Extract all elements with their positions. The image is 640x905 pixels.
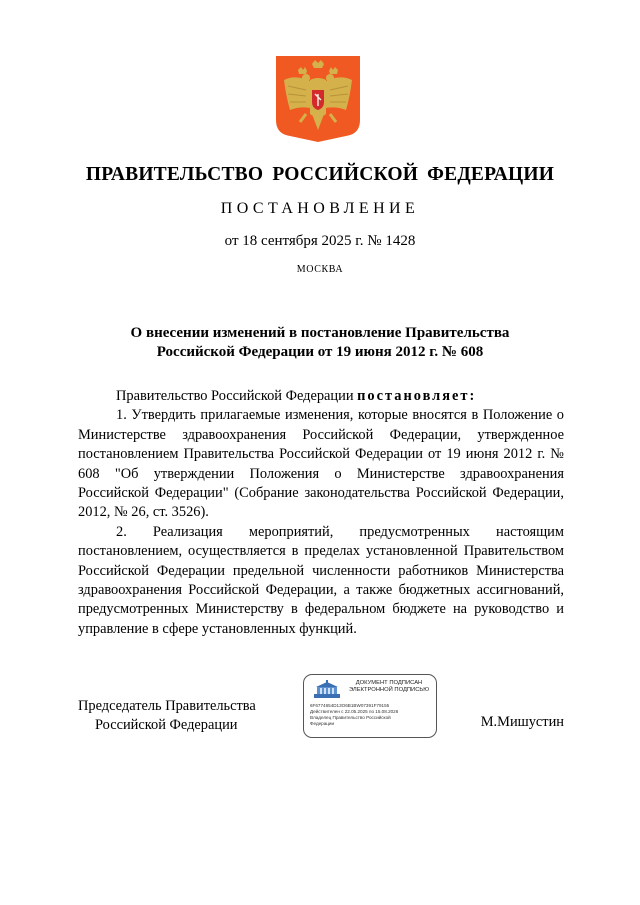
- heading-line-2: Российской Федерации от 19 июня 2012 г. № 608: [156, 344, 484, 360]
- stamp-certificate-number: 6F6774654D13O6B1BW07391F79155: [310, 703, 390, 708]
- decree-intro-paragraph: [78, 387, 564, 406]
- signer-name: М.Мишустин: [480, 714, 564, 730]
- document-body: [78, 387, 564, 639]
- government-title: ПРАВИТЕЛЬСТВО РОССИЙСКОЙ ФЕДЕРАЦИИ: [85, 164, 555, 185]
- position-line-1: Председатель Правительства: [78, 698, 256, 714]
- position-line-2: Российской Федерации: [95, 717, 238, 734]
- decree-intro: Правительство Российской Федерации: [116, 388, 358, 404]
- stamp-certificate-info: [310, 703, 434, 727]
- stamp-owner-line-1: Владелец Правительство Российской: [310, 715, 391, 720]
- government-building-icon: [312, 680, 342, 700]
- decree-item-2: 2. Реализация мероприятий, предусмотренных настоящим постановлением, осуществляется в пределах установленной Правительством Российской Федерации предельной численности работников Министерства здравоохранения Российской Федерации, а также бюджетных ассигнований, предусмотренных Министерству в федеральном бюджете на руководство и управление в сфере установленных функций.: [78, 523, 564, 637]
- electronic-signature-stamp: [303, 674, 437, 738]
- stamp-title: [344, 680, 434, 694]
- stamp-owner-line-2: Федерации: [310, 721, 335, 726]
- document-date-number: от 18 сентября 2025 г. № 1428: [224, 233, 416, 249]
- document-type: ПОСТАНОВЛЕНИЕ: [220, 200, 420, 217]
- document-city: МОСКВА: [296, 264, 344, 275]
- stamp-validity: Действителен с 22.05.2025 по 15.08.2026: [310, 709, 399, 714]
- decree-word: постановляет:: [357, 388, 477, 404]
- stamp-title-line-2: ЭЛЕКТРОННОЙ ПОДПИСЬЮ: [348, 687, 430, 693]
- signatory-position: [78, 697, 256, 736]
- decree-item-1: 1. Утвердить прилагаемые изменения, которые вносятся в Положение о Министерстве здравоохранения Российской Федерации, утвержденное постановлением Правительства Российской Федерации от 19 июня 2012 г. № 608 "Об утверждении Положения о Министерстве здравоохранения Российской Федерации" (Собрание законодательства Российской Федерации, 2012, № 26, ст. 3526).: [78, 407, 564, 521]
- coat-of-arms-emblem: [276, 56, 360, 142]
- russian-coat-of-arms-icon: [276, 56, 360, 142]
- heading-line-1: О внесении изменений в постановление Правительства: [130, 325, 510, 341]
- document-heading: [60, 324, 580, 362]
- stamp-title-line-1: ДОКУМЕНТ ПОДПИСАН: [355, 680, 423, 686]
